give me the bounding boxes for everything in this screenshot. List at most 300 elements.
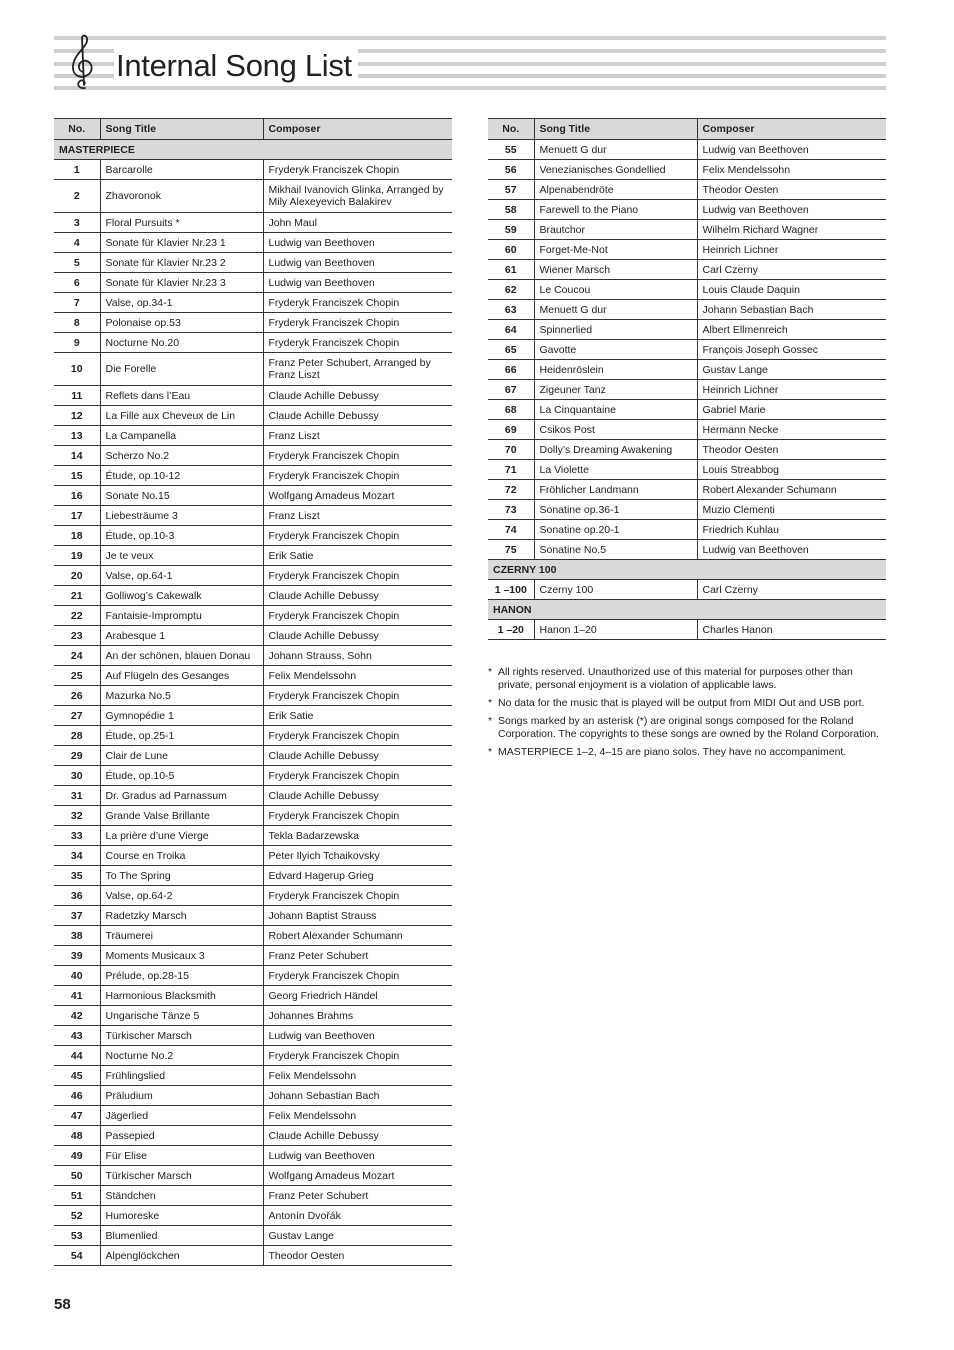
table-row [54, 866, 452, 886]
song-composer: Louis Claude Daquin [697, 280, 886, 300]
song-title: Mazurka No.5 [100, 686, 263, 706]
song-title: Frühlingslied [100, 1066, 263, 1086]
song-title: An der schönen, blauen Donau [100, 646, 263, 666]
song-title: La prière d’une Vierge [100, 826, 263, 846]
table-row [488, 440, 886, 460]
song-title: Sonate für Klavier Nr.23 1 [100, 233, 263, 253]
song-number: 32 [54, 806, 100, 826]
song-number: 37 [54, 906, 100, 926]
table-header-row [488, 119, 886, 140]
staff-line [54, 36, 886, 40]
song-composer: Fryderyk Franciszek Chopin [263, 466, 452, 486]
song-composer: Peter Ilyich Tchaikovsky [263, 846, 452, 866]
table-row [54, 1106, 452, 1126]
song-number: 55 [488, 140, 534, 160]
table-row [54, 806, 452, 826]
song-composer: Robert Alexander Schumann [697, 480, 886, 500]
footnote-text: Songs marked by an asterisk (*) are original songs composed for the Roland Corporation. The copyrights to these songs are owned by the Roland Corporation. [498, 715, 879, 740]
song-composer: Theodor Oesten [263, 1246, 452, 1266]
table-row [488, 420, 886, 440]
song-composer: Gustav Lange [263, 1226, 452, 1246]
table-row [54, 786, 452, 806]
song-title: Menuett G dur [534, 140, 697, 160]
song-number: 54 [54, 1246, 100, 1266]
song-number: 1 –20 [488, 620, 534, 640]
song-title: Prélude, op.28-15 [100, 966, 263, 986]
section-row-czerny [488, 560, 886, 580]
song-composer: Wilhelm Richard Wagner [697, 220, 886, 240]
song-number: 9 [54, 333, 100, 353]
song-title: Passepied [100, 1126, 263, 1146]
footnote [488, 746, 886, 759]
song-number: 58 [488, 200, 534, 220]
song-title: Course en Troika [100, 846, 263, 866]
song-composer: Claude Achille Debussy [263, 1126, 452, 1146]
footnote-text: No data for the music that is played will be output from MIDI Out and USB port. [498, 697, 865, 709]
table-row [54, 726, 452, 746]
song-number: 36 [54, 886, 100, 906]
table-row [54, 253, 452, 273]
table-row [54, 1246, 452, 1266]
song-composer: Claude Achille Debussy [263, 746, 452, 766]
staff-line [54, 86, 886, 90]
song-number: 44 [54, 1046, 100, 1066]
table-row [54, 333, 452, 353]
table-row [54, 1086, 452, 1106]
table-row [54, 486, 452, 506]
song-number: 62 [488, 280, 534, 300]
song-title: Ungarische Tänze 5 [100, 1006, 263, 1026]
table-row [54, 1186, 452, 1206]
table-row [488, 300, 886, 320]
song-composer: Carl Czerny [697, 580, 886, 600]
song-composer: Muzio Clementi [697, 500, 886, 520]
table-row [54, 826, 452, 846]
song-title: Präludium [100, 1086, 263, 1106]
table-row [488, 160, 886, 180]
song-composer: Ludwig van Beethoven [697, 200, 886, 220]
song-number: 49 [54, 1146, 100, 1166]
table-row [54, 526, 452, 546]
table-row [54, 1166, 452, 1186]
song-title: Nocturne No.20 [100, 333, 263, 353]
table-row [488, 220, 886, 240]
song-title: Liebesträume 3 [100, 506, 263, 526]
song-number: 2 [54, 180, 100, 213]
song-number: 45 [54, 1066, 100, 1086]
table-row [54, 966, 452, 986]
footnote-marker: * [488, 697, 493, 709]
table-row [54, 466, 452, 486]
song-number: 60 [488, 240, 534, 260]
song-number: 50 [54, 1166, 100, 1186]
song-title: Golliwog’s Cakewalk [100, 586, 263, 606]
song-composer: Fryderyk Franciszek Chopin [263, 566, 452, 586]
song-title: Étude, op.25-1 [100, 726, 263, 746]
table-row [54, 686, 452, 706]
footnote-text: All rights reserved. Unauthorized use of this material for purposes other than private, personal enjoyment is a violation of applicable laws. [498, 666, 853, 691]
song-composer: Johann Strauss, Sohn [263, 646, 452, 666]
table-row [54, 706, 452, 726]
table-row [488, 480, 886, 500]
column-header-no: No. [54, 119, 100, 140]
column-header-no: No. [488, 119, 534, 140]
song-title: Jägerlied [100, 1106, 263, 1126]
song-number: 39 [54, 946, 100, 966]
song-number: 63 [488, 300, 534, 320]
song-number: 30 [54, 766, 100, 786]
song-composer: Edvard Hagerup Grieg [263, 866, 452, 886]
song-number: 11 [54, 386, 100, 406]
table-row [54, 926, 452, 946]
song-number: 53 [54, 1226, 100, 1246]
song-composer: Fryderyk Franciszek Chopin [263, 446, 452, 466]
table-row [54, 406, 452, 426]
song-title: Forget-Me-Not [534, 240, 697, 260]
song-composer: Wolfgang Amadeus Mozart [263, 1166, 452, 1186]
table-row [488, 520, 886, 540]
song-title: Venezianisches Gondellied [534, 160, 697, 180]
song-title: Alpenglöckchen [100, 1246, 263, 1266]
song-number: 22 [54, 606, 100, 626]
song-composer: Heinrich Lichner [697, 240, 886, 260]
song-title: Étude, op.10-12 [100, 466, 263, 486]
table-row [488, 200, 886, 220]
table-row [54, 180, 452, 213]
song-number: 57 [488, 180, 534, 200]
song-title: Gavotte [534, 340, 697, 360]
table-row [54, 546, 452, 566]
song-number: 3 [54, 213, 100, 233]
column-header-composer: Composer [263, 119, 452, 140]
song-number: 21 [54, 586, 100, 606]
table-row [54, 293, 452, 313]
song-composer: Franz Liszt [263, 426, 452, 446]
song-number: 65 [488, 340, 534, 360]
song-composer: Gustav Lange [697, 360, 886, 380]
song-composer: Theodor Oesten [697, 440, 886, 460]
song-title: Humoreske [100, 1206, 263, 1226]
table-row [488, 140, 886, 160]
song-title: Die Forelle [100, 353, 263, 386]
song-title: Harmonious Blacksmith [100, 986, 263, 1006]
song-number: 24 [54, 646, 100, 666]
song-title: Nocturne No.2 [100, 1046, 263, 1066]
song-title: Polonaise op.53 [100, 313, 263, 333]
page-header [54, 34, 886, 90]
page-title: Internal Song List [114, 46, 358, 86]
song-title: Clair de Lune [100, 746, 263, 766]
song-title: Étude, op.10-5 [100, 766, 263, 786]
song-composer: Mikhail Ivanovich Glinka, Arranged by Mily Alexeyevich Balakirev [263, 180, 452, 213]
song-title: Dr. Gradus ad Parnassum [100, 786, 263, 806]
song-composer: Louis Streabbog [697, 460, 886, 480]
footnote [488, 715, 886, 741]
song-composer: Johann Baptist Strauss [263, 906, 452, 926]
song-number: 27 [54, 706, 100, 726]
table-row [488, 360, 886, 380]
table-row [54, 1226, 452, 1246]
song-number: 19 [54, 546, 100, 566]
song-composer: Ludwig van Beethoven [697, 140, 886, 160]
song-number: 48 [54, 1126, 100, 1146]
song-number: 38 [54, 926, 100, 946]
song-number: 61 [488, 260, 534, 280]
table-row [54, 313, 452, 333]
song-title: Träumerei [100, 926, 263, 946]
section-label: CZERNY 100 [488, 560, 886, 580]
song-title: Ständchen [100, 1186, 263, 1206]
song-number: 72 [488, 480, 534, 500]
table-row [54, 386, 452, 406]
song-title: Valse, op.64-1 [100, 566, 263, 586]
table-row [54, 586, 452, 606]
section-row-hanon [488, 600, 886, 620]
song-title: Heidenröslein [534, 360, 697, 380]
section-label: MASTERPIECE [54, 140, 452, 160]
song-composer: Theodor Oesten [697, 180, 886, 200]
song-title: To The Spring [100, 866, 263, 886]
table-row [488, 500, 886, 520]
column-header-song-title: Song Title [534, 119, 697, 140]
song-composer: Fryderyk Franciszek Chopin [263, 313, 452, 333]
song-title: Zigeuner Tanz [534, 380, 697, 400]
song-composer: Erik Satie [263, 706, 452, 726]
table-row [54, 986, 452, 1006]
table-row [54, 426, 452, 446]
table-row [488, 380, 886, 400]
song-title: Reflets dans l’Eau [100, 386, 263, 406]
song-composer: Felix Mendelssohn [263, 1066, 452, 1086]
song-title: Auf Flügeln des Gesanges [100, 666, 263, 686]
song-composer: Johannes Brahms [263, 1006, 452, 1026]
song-title: Spinnerlied [534, 320, 697, 340]
song-composer: Claude Achille Debussy [263, 406, 452, 426]
song-number: 71 [488, 460, 534, 480]
section-row-masterpiece [54, 140, 452, 160]
song-composer: Claude Achille Debussy [263, 626, 452, 646]
song-number: 1 –100 [488, 580, 534, 600]
song-title: Étude, op.10-3 [100, 526, 263, 546]
table-row [54, 746, 452, 766]
song-table-left [54, 118, 452, 1266]
song-composer: Friedrich Kuhlau [697, 520, 886, 540]
song-composer: Erik Satie [263, 546, 452, 566]
song-number: 52 [54, 1206, 100, 1226]
song-composer: Claude Achille Debussy [263, 586, 452, 606]
song-number: 75 [488, 540, 534, 560]
song-title: Sonate No.15 [100, 486, 263, 506]
song-number: 10 [54, 353, 100, 386]
song-composer: Claude Achille Debussy [263, 386, 452, 406]
song-title: Fröhlicher Landmann [534, 480, 697, 500]
song-title: Brautchor [534, 220, 697, 240]
song-title: Czerny 100 [534, 580, 697, 600]
song-number: 20 [54, 566, 100, 586]
table-row [54, 160, 452, 180]
song-composer: Heinrich Lichner [697, 380, 886, 400]
song-composer: Ludwig van Beethoven [263, 273, 452, 293]
table-row [54, 566, 452, 586]
song-number: 7 [54, 293, 100, 313]
song-composer: Johann Sebastian Bach [263, 1086, 452, 1106]
table-row [54, 946, 452, 966]
song-composer: Ludwig van Beethoven [263, 1146, 452, 1166]
song-number: 59 [488, 220, 534, 240]
table-row [54, 1206, 452, 1226]
footnote-marker: * [488, 715, 493, 727]
song-number: 29 [54, 746, 100, 766]
table-row [54, 626, 452, 646]
table-row [488, 240, 886, 260]
song-composer: Albert Ellmenreich [697, 320, 886, 340]
song-number: 67 [488, 380, 534, 400]
table-row [488, 400, 886, 420]
song-title: La Campanella [100, 426, 263, 446]
song-number: 35 [54, 866, 100, 886]
treble-clef-icon [68, 34, 98, 90]
song-title: Dolly’s Dreaming Awakening [534, 440, 697, 460]
song-composer: Fryderyk Franciszek Chopin [263, 806, 452, 826]
song-title: Alpenabendröte [534, 180, 697, 200]
song-composer: Fryderyk Franciszek Chopin [263, 160, 452, 180]
footnote-text: MASTERPIECE 1–2, 4–15 are piano solos. They have no accompaniment. [498, 746, 847, 758]
song-number: 28 [54, 726, 100, 746]
song-composer: Tekla Badarzewska [263, 826, 452, 846]
song-composer: Felix Mendelssohn [697, 160, 886, 180]
song-number: 15 [54, 466, 100, 486]
song-composer: Fryderyk Franciszek Chopin [263, 1046, 452, 1066]
song-number: 31 [54, 786, 100, 806]
song-number: 42 [54, 1006, 100, 1026]
song-title: Türkischer Marsch [100, 1026, 263, 1046]
song-number: 47 [54, 1106, 100, 1126]
song-composer: Ludwig van Beethoven [697, 540, 886, 560]
song-number: 73 [488, 500, 534, 520]
song-title: Arabesque 1 [100, 626, 263, 646]
song-title: Valse, op.64-2 [100, 886, 263, 906]
song-composer: Ludwig van Beethoven [263, 233, 452, 253]
song-number: 66 [488, 360, 534, 380]
table-row [488, 620, 886, 640]
table-row [54, 1046, 452, 1066]
song-title: Fantaisie-Impromptu [100, 606, 263, 626]
table-row [488, 320, 886, 340]
song-title: Sonate für Klavier Nr.23 2 [100, 253, 263, 273]
table-row [54, 846, 452, 866]
song-title: Csikos Post [534, 420, 697, 440]
footnote [488, 666, 886, 692]
song-number: 69 [488, 420, 534, 440]
song-title: Le Coucou [534, 280, 697, 300]
table-row [54, 1066, 452, 1086]
song-title: Gymnopédie 1 [100, 706, 263, 726]
table-row [54, 273, 452, 293]
footnote-marker: * [488, 666, 493, 678]
song-composer: Fryderyk Franciszek Chopin [263, 726, 452, 746]
song-title: La Fille aux Cheveux de Lin [100, 406, 263, 426]
song-table-right [488, 118, 886, 640]
song-number: 23 [54, 626, 100, 646]
song-composer: Robert Alexander Schumann [263, 926, 452, 946]
song-number: 26 [54, 686, 100, 706]
song-title: Wiener Marsch [534, 260, 697, 280]
song-title: Barcarolle [100, 160, 263, 180]
song-title: La Violette [534, 460, 697, 480]
table-row [54, 506, 452, 526]
song-composer: Fryderyk Franciszek Chopin [263, 293, 452, 313]
song-composer: Ludwig van Beethoven [263, 1026, 452, 1046]
song-title: Moments Musicaux 3 [100, 946, 263, 966]
song-composer: Felix Mendelssohn [263, 1106, 452, 1126]
song-number: 33 [54, 826, 100, 846]
table-row [54, 666, 452, 686]
song-number: 34 [54, 846, 100, 866]
song-composer: Claude Achille Debussy [263, 786, 452, 806]
page-number: 58 [54, 1296, 71, 1313]
song-composer: Fryderyk Franciszek Chopin [263, 766, 452, 786]
song-title: Hanon 1–20 [534, 620, 697, 640]
song-composer: Felix Mendelssohn [263, 666, 452, 686]
table-row [54, 1146, 452, 1166]
song-composer: Charles Hanon [697, 620, 886, 640]
song-number: 40 [54, 966, 100, 986]
song-composer: Franz Liszt [263, 506, 452, 526]
song-number: 56 [488, 160, 534, 180]
table-row [488, 340, 886, 360]
song-title: Valse, op.34-1 [100, 293, 263, 313]
footnote [488, 697, 886, 710]
song-title: Sonate für Klavier Nr.23 3 [100, 273, 263, 293]
song-number: 16 [54, 486, 100, 506]
song-title: Sonatine op.20-1 [534, 520, 697, 540]
song-title: Radetzky Marsch [100, 906, 263, 926]
column-header-composer: Composer [697, 119, 886, 140]
song-number: 51 [54, 1186, 100, 1206]
table-row [54, 1006, 452, 1026]
table-row [54, 886, 452, 906]
song-number: 5 [54, 253, 100, 273]
song-composer: Franz Peter Schubert [263, 946, 452, 966]
song-number: 8 [54, 313, 100, 333]
song-number: 1 [54, 160, 100, 180]
song-title: Je te veux [100, 546, 263, 566]
table-row [488, 180, 886, 200]
song-title: La Cinquantaine [534, 400, 697, 420]
song-composer: François Joseph Gossec [697, 340, 886, 360]
table-row [488, 540, 886, 560]
song-composer: Johann Sebastian Bach [697, 300, 886, 320]
song-composer: Franz Peter Schubert, Arranged by Franz Liszt [263, 353, 452, 386]
footnotes [488, 666, 886, 764]
song-number: 13 [54, 426, 100, 446]
song-number: 6 [54, 273, 100, 293]
song-number: 74 [488, 520, 534, 540]
footnote-marker: * [488, 746, 493, 758]
table-header-row [54, 119, 452, 140]
song-title: Sonatine No.5 [534, 540, 697, 560]
song-number: 17 [54, 506, 100, 526]
table-row [54, 1026, 452, 1046]
table-row [488, 460, 886, 480]
table-row [54, 353, 452, 386]
song-number: 14 [54, 446, 100, 466]
table-row [54, 906, 452, 926]
song-composer: Gabriel Marie [697, 400, 886, 420]
table-row [54, 213, 452, 233]
table-row [54, 1126, 452, 1146]
song-title: Scherzo No.2 [100, 446, 263, 466]
